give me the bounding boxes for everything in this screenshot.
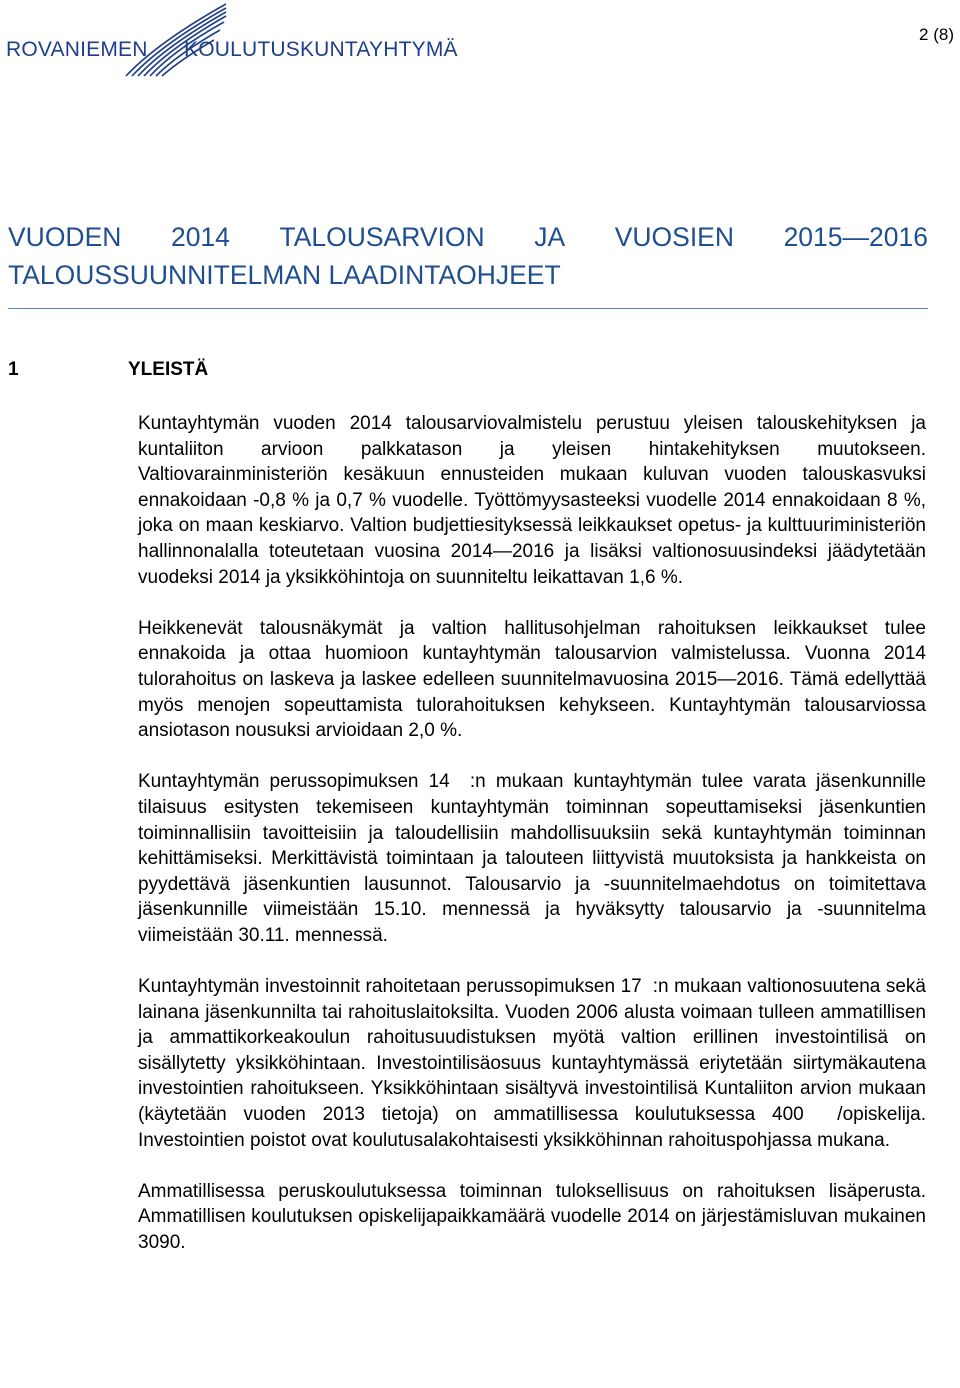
title-word: 2014: [170, 222, 230, 252]
paragraph: Kuntayhtymän vuoden 2014 talousarviovalmistelu perustuu yleisen talouskehityksen ja kuntaliiton arvioon palkkatason ja yleisen hintakehityksen muutokseen. Valtiovarainministeriön kesäkuun ennusteiden mukaan kuluvan vuoden talouskasvuksi ennakoidaan -0,8 % ja 0,7 % vuodelle. Työttömyysasteeksi vuodelle 2014 ennakoidaan 8 %, joka on maan keskiarvo. Valtion budjettiesityksessä leikkaukset opetus- ja kulttuuriministeriön hallinnonalalla toteutetaan vuosina 2014—2016 ja lisäksi valtionosuusindeksi jäädytetään vuodeksi 2014 ja yksikköhintoja on suunniteltu leikattavan 1,6 %.: [138, 413, 926, 588]
section-heading: [8, 359, 208, 381]
paragraph: Heikkenevät talousnäkymät ja valtion hallitusohjelman rahoituksen leikkaukset tulee ennakoida ja ottaa huomioon kuntayhtymän talousarvion valmistelussa. Vuonna 2014 tulorahoitus on laskeva ja laskee edelleen suunnitelmavuosina 2015—2016. Tämä edellyttää myös menojen sopeuttamista tulorahoituksen kehykseen. Kuntayhtymän talousarviossa ansiotason nousuksi arvioidaan 2,0 %.: [138, 617, 926, 742]
body-text: [138, 411, 926, 1281]
page-number: 2 (8): [919, 25, 954, 44]
title-word: VUOSIEN: [614, 222, 734, 252]
logo-text-left: ROVANIEMEN: [6, 38, 148, 61]
title-word: TALOUSARVION: [279, 222, 485, 252]
logo-text-right: KOULUTUSKUNTAYHTYMÄ: [184, 38, 458, 61]
paragraph: Ammatillisessa peruskoulutuksessa toiminnan tuloksellisuus on rahoituksen lisäperusta. Ammatillisen koulutuksen opiskelijapaikkamäärä vuodelle 2014 on järjestämisluvan mukainen 3090.: [138, 1180, 926, 1253]
title-word: JA: [534, 222, 566, 252]
paragraph: Kuntayhtymän perussopimuksen 14 :n mukaan kuntayhtymän tulee varata jäsenkunnille tilaisuus esitysten tekemiseen kuntayhtymän toiminnan sopeuttamiseksi jäsenkuntien toiminnallisiin tavoitteisiin ja taloudellisiin mahdollisuuksiin sekä kuntayhtymän toiminnan kehittämiseksi. Merkittävistä toimintaan ja talouteen liittyvistä muutoksista ja hankkeista on pyydettävä jäsenkuntien lausunnot. Talousarvio ja -suunnitelmaehdotus on toimitettava jäsenkunnille viimeistään 15.10. mennessä ja hyväksytty talousarvio ja -suunnitelma viimeistään 30.11. mennessä.: [138, 771, 926, 946]
section-number: 1: [8, 359, 19, 380]
title-line-2: TALOUSSUUNNITELMAN LAADINTAOHJEET: [8, 260, 561, 290]
document-title: [8, 218, 928, 309]
page-header: [0, 0, 960, 90]
title-line-1: [8, 218, 928, 256]
section-title: YLEISTÄ: [128, 359, 209, 380]
organization-logo: [6, 2, 458, 78]
title-word: 2015—2016: [783, 222, 928, 252]
title-word: VUODEN: [8, 222, 122, 252]
paragraph: Kuntayhtymän investoinnit rahoitetaan perussopimuksen 17 :n mukaan valtionosuutena sekä lainana jäsenkunnilta tai rahoituslaitoksilta. Vuoden 2006 alusta voimaan tulleen ammatillisen ja ammattikorkeakoulun rahoitusuudistuksen myötä valtion erillinen investointilisä on sisällytetty yksikköhintaan. Investointilisäosuus kuntayhtymässä eriytetään siirtymäkautena investointien rahoitukseen. Yksikköhintaan sisältyvä investointilisä Kuntaliiton arvion mukaan (käytetään vuoden 2013 tietoja) on ammatillisessa koulutuksessa 400 /opiskelija. Investointien poistot ovat koulutusalakohtaisesti yksikköhinnan rahoituspohjassa mukana.: [138, 976, 926, 1151]
